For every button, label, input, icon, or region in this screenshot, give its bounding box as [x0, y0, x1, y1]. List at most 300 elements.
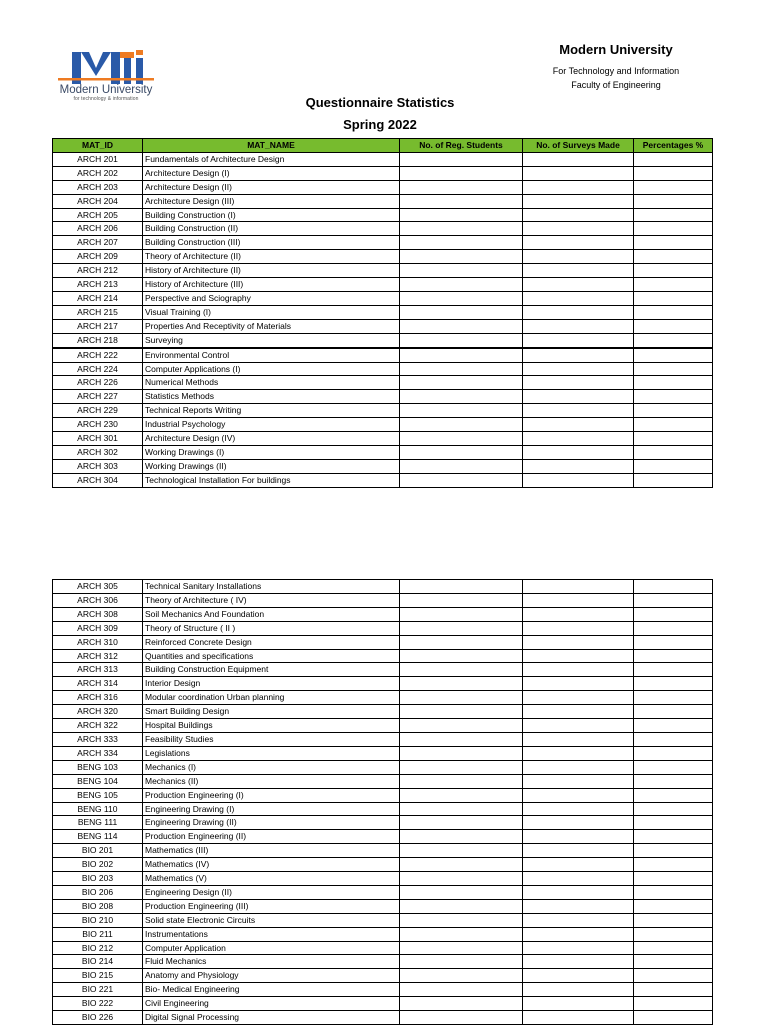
- mat-name-cell: Computer Applications (I): [143, 362, 400, 376]
- table-row: [53, 333, 713, 347]
- mat-id-cell: ARCH 312: [53, 649, 143, 663]
- table-row: [53, 445, 713, 459]
- mat-name-cell: Computer Application: [143, 941, 400, 955]
- percentage-cell: [634, 760, 713, 774]
- reg-students-cell: [400, 459, 523, 473]
- surveys-made-cell: [523, 208, 634, 222]
- mat-name-cell: Architecture Design (II): [143, 180, 400, 194]
- col-percentages: Percentages %: [634, 139, 713, 153]
- surveys-made-cell: [523, 788, 634, 802]
- percentage-cell: [634, 732, 713, 746]
- mat-name-cell: Quantities and specifications: [143, 649, 400, 663]
- surveys-made-cell: [523, 432, 634, 446]
- percentage-cell: [634, 580, 713, 594]
- table-row: [53, 899, 713, 913]
- table-row: [53, 719, 713, 733]
- reg-students-cell: [400, 955, 523, 969]
- mat-id-cell: ARCH 309: [53, 621, 143, 635]
- table-row: [53, 621, 713, 635]
- reg-students-cell: [400, 997, 523, 1011]
- reg-students-cell: [400, 222, 523, 236]
- mat-id-cell: ARCH 301: [53, 432, 143, 446]
- reg-students-cell: [400, 844, 523, 858]
- surveys-made-cell: [523, 969, 634, 983]
- table-row: [53, 607, 713, 621]
- mat-id-cell: BIO 215: [53, 969, 143, 983]
- surveys-made-cell: [523, 291, 634, 305]
- percentage-cell: [634, 264, 713, 278]
- table-row: [53, 997, 713, 1011]
- mat-id-cell: BIO 210: [53, 913, 143, 927]
- mat-name-cell: Architecture Design (IV): [143, 432, 400, 446]
- surveys-made-cell: [523, 166, 634, 180]
- surveys-made-cell: [523, 593, 634, 607]
- percentage-cell: [634, 997, 713, 1011]
- reg-students-cell: [400, 663, 523, 677]
- surveys-made-cell: [523, 459, 634, 473]
- mat-id-cell: ARCH 215: [53, 305, 143, 319]
- mat-id-cell: ARCH 207: [53, 236, 143, 250]
- mat-id-cell: BENG 110: [53, 802, 143, 816]
- mat-id-cell: BIO 203: [53, 872, 143, 886]
- percentage-cell: [634, 236, 713, 250]
- surveys-made-cell: [523, 719, 634, 733]
- mat-id-cell: ARCH 229: [53, 404, 143, 418]
- mat-id-cell: ARCH 320: [53, 705, 143, 719]
- mat-id-cell: ARCH 304: [53, 473, 143, 487]
- table-row: [53, 222, 713, 236]
- mat-name-cell: Mechanics (II): [143, 774, 400, 788]
- percentage-cell: [634, 305, 713, 319]
- mat-name-cell: Mathematics (III): [143, 844, 400, 858]
- table-row: [53, 649, 713, 663]
- surveys-made-cell: [523, 802, 634, 816]
- percentage-cell: [634, 473, 713, 487]
- surveys-made-cell: [523, 885, 634, 899]
- reg-students-cell: [400, 927, 523, 941]
- percentage-cell: [634, 348, 713, 362]
- mat-id-cell: ARCH 308: [53, 607, 143, 621]
- mat-id-cell: ARCH 306: [53, 593, 143, 607]
- table-row: [53, 760, 713, 774]
- university-name: Modern University: [559, 42, 673, 57]
- table-row: [53, 459, 713, 473]
- mat-name-cell: Production Engineering (III): [143, 899, 400, 913]
- mat-id-cell: ARCH 205: [53, 208, 143, 222]
- mat-name-cell: Soil Mechanics And Foundation: [143, 607, 400, 621]
- col-mat-name: MAT_NAME: [143, 139, 400, 153]
- surveys-made-cell: [523, 152, 634, 166]
- mat-id-cell: BIO 222: [53, 997, 143, 1011]
- mat-name-cell: Statistics Methods: [143, 390, 400, 404]
- col-reg-students: No. of Reg. Students: [400, 139, 523, 153]
- mat-id-cell: ARCH 316: [53, 691, 143, 705]
- table-row: [53, 432, 713, 446]
- surveys-made-cell: [523, 746, 634, 760]
- mat-id-cell: ARCH 213: [53, 278, 143, 292]
- reg-students-cell: [400, 194, 523, 208]
- mat-name-cell: Smart Building Design: [143, 705, 400, 719]
- surveys-made-cell: [523, 194, 634, 208]
- table-row: [53, 473, 713, 487]
- mat-id-cell: BENG 105: [53, 788, 143, 802]
- surveys-made-cell: [523, 899, 634, 913]
- surveys-made-cell: [523, 663, 634, 677]
- surveys-made-cell: [523, 760, 634, 774]
- mat-name-cell: Working Drawings (I): [143, 445, 400, 459]
- reg-students-cell: [400, 445, 523, 459]
- mat-name-cell: Modular coordination Urban planning: [143, 691, 400, 705]
- table-row: [53, 746, 713, 760]
- mat-name-cell: Anatomy and Physiology: [143, 969, 400, 983]
- percentage-cell: [634, 291, 713, 305]
- logo-tagline: for technology & information: [73, 96, 139, 102]
- reg-students-cell: [400, 816, 523, 830]
- mat-name-cell: Technical Reports Writing: [143, 404, 400, 418]
- mat-id-cell: ARCH 201: [53, 152, 143, 166]
- mat-name-cell: Digital Signal Processing: [143, 1011, 400, 1025]
- percentage-cell: [634, 418, 713, 432]
- table-row: [53, 955, 713, 969]
- table-row: [53, 404, 713, 418]
- table-row: [53, 691, 713, 705]
- surveys-made-cell: [523, 816, 634, 830]
- mat-id-cell: BIO 214: [53, 955, 143, 969]
- surveys-made-cell: [523, 473, 634, 487]
- table-row: [53, 788, 713, 802]
- surveys-made-cell: [523, 1011, 634, 1025]
- mat-name-cell: Working Drawings (II): [143, 459, 400, 473]
- percentage-cell: [634, 593, 713, 607]
- surveys-made-cell: [523, 418, 634, 432]
- mat-id-cell: ARCH 303: [53, 459, 143, 473]
- surveys-made-cell: [523, 180, 634, 194]
- surveys-made-cell: [523, 348, 634, 362]
- mat-name-cell: Numerical Methods: [143, 376, 400, 390]
- surveys-made-cell: [523, 621, 634, 635]
- table-row: [53, 319, 713, 333]
- surveys-made-cell: [523, 333, 634, 347]
- mat-name-cell: Reinforced Concrete Design: [143, 635, 400, 649]
- mat-id-cell: BIO 208: [53, 899, 143, 913]
- surveys-made-cell: [523, 445, 634, 459]
- percentage-cell: [634, 677, 713, 691]
- table-row: [53, 194, 713, 208]
- percentage-cell: [634, 955, 713, 969]
- reg-students-cell: [400, 635, 523, 649]
- mat-id-cell: ARCH 217: [53, 319, 143, 333]
- reg-students-cell: [400, 1011, 523, 1025]
- reg-students-cell: [400, 760, 523, 774]
- mat-id-cell: ARCH 230: [53, 418, 143, 432]
- surveys-made-cell: [523, 390, 634, 404]
- mat-id-cell: BIO 202: [53, 858, 143, 872]
- percentage-cell: [634, 333, 713, 347]
- mat-name-cell: Mechanics (I): [143, 760, 400, 774]
- percentage-cell: [634, 278, 713, 292]
- reg-students-cell: [400, 362, 523, 376]
- percentage-cell: [634, 663, 713, 677]
- table-row: [53, 774, 713, 788]
- table-row: [53, 291, 713, 305]
- percentage-cell: [634, 459, 713, 473]
- table-row: [53, 236, 713, 250]
- percentage-cell: [634, 899, 713, 913]
- surveys-made-cell: [523, 913, 634, 927]
- percentage-cell: [634, 376, 713, 390]
- mat-name-cell: Mathematics (IV): [143, 858, 400, 872]
- mat-id-cell: ARCH 334: [53, 746, 143, 760]
- reg-students-cell: [400, 152, 523, 166]
- surveys-made-cell: [523, 872, 634, 886]
- percentage-cell: [634, 858, 713, 872]
- mat-id-cell: ARCH 203: [53, 180, 143, 194]
- percentage-cell: [634, 788, 713, 802]
- table-row: [53, 593, 713, 607]
- mat-name-cell: Production Engineering (I): [143, 788, 400, 802]
- mat-name-cell: History of Architecture (III): [143, 278, 400, 292]
- percentage-cell: [634, 152, 713, 166]
- mat-id-cell: ARCH 302: [53, 445, 143, 459]
- mat-id-cell: BIO 212: [53, 941, 143, 955]
- surveys-made-cell: [523, 941, 634, 955]
- percentage-cell: [634, 250, 713, 264]
- surveys-made-cell: [523, 983, 634, 997]
- mat-id-cell: ARCH 224: [53, 362, 143, 376]
- percentage-cell: [634, 194, 713, 208]
- mat-id-cell: ARCH 310: [53, 635, 143, 649]
- table-row: [53, 858, 713, 872]
- mat-id-cell: ARCH 218: [53, 333, 143, 347]
- table-row: [53, 885, 713, 899]
- mat-id-cell: ARCH 222: [53, 348, 143, 362]
- reg-students-cell: [400, 319, 523, 333]
- surveys-made-cell: [523, 844, 634, 858]
- mat-id-cell: BENG 103: [53, 760, 143, 774]
- surveys-made-cell: [523, 858, 634, 872]
- document-title: Questionnaire Statistics: [305, 95, 455, 110]
- reg-students-cell: [400, 376, 523, 390]
- mat-name-cell: Production Engineering (II): [143, 830, 400, 844]
- mat-name-cell: Engineering Design (II): [143, 885, 400, 899]
- mat-id-cell: ARCH 313: [53, 663, 143, 677]
- mat-name-cell: Environmental Control: [143, 348, 400, 362]
- mat-name-cell: Bio- Medical Engineering: [143, 983, 400, 997]
- table-row: [53, 983, 713, 997]
- mat-id-cell: BENG 104: [53, 774, 143, 788]
- mat-name-cell: Engineering Drawing (I): [143, 802, 400, 816]
- mat-name-cell: Building Construction Equipment: [143, 663, 400, 677]
- reg-students-cell: [400, 291, 523, 305]
- percentage-cell: [634, 983, 713, 997]
- mat-name-cell: Perspective and Sciography: [143, 291, 400, 305]
- logo-text: [56, 84, 156, 103]
- reg-students-cell: [400, 802, 523, 816]
- document-term: Spring 2022: [343, 117, 417, 132]
- mat-name-cell: Surveying: [143, 333, 400, 347]
- mat-name-cell: Technological Installation For buildings: [143, 473, 400, 487]
- surveys-made-cell: [523, 955, 634, 969]
- percentage-cell: [634, 319, 713, 333]
- surveys-made-cell: [523, 222, 634, 236]
- surveys-made-cell: [523, 927, 634, 941]
- table-row: [53, 580, 713, 594]
- reg-students-cell: [400, 404, 523, 418]
- percentage-cell: [634, 816, 713, 830]
- percentage-cell: [634, 607, 713, 621]
- surveys-made-cell: [523, 264, 634, 278]
- surveys-made-cell: [523, 580, 634, 594]
- reg-students-cell: [400, 677, 523, 691]
- mat-id-cell: ARCH 227: [53, 390, 143, 404]
- mat-id-cell: BIO 206: [53, 885, 143, 899]
- mat-name-cell: Mathematics (V): [143, 872, 400, 886]
- table-row: [53, 166, 713, 180]
- mat-id-cell: BIO 221: [53, 983, 143, 997]
- mat-id-cell: BIO 226: [53, 1011, 143, 1025]
- reg-students-cell: [400, 732, 523, 746]
- table-row: [53, 180, 713, 194]
- surveys-made-cell: [523, 376, 634, 390]
- percentage-cell: [634, 166, 713, 180]
- surveys-made-cell: [523, 774, 634, 788]
- reg-students-cell: [400, 166, 523, 180]
- reg-students-cell: [400, 236, 523, 250]
- percentage-cell: [634, 941, 713, 955]
- surveys-made-cell: [523, 649, 634, 663]
- table-row: [53, 418, 713, 432]
- table-row: [53, 376, 713, 390]
- mat-id-cell: ARCH 333: [53, 732, 143, 746]
- table-row: [53, 802, 713, 816]
- reg-students-cell: [400, 250, 523, 264]
- surveys-made-cell: [523, 830, 634, 844]
- percentage-cell: [634, 705, 713, 719]
- mat-id-cell: ARCH 214: [53, 291, 143, 305]
- mat-name-cell: Feasibility Studies: [143, 732, 400, 746]
- mat-name-cell: Hospital Buildings: [143, 719, 400, 733]
- reg-students-cell: [400, 746, 523, 760]
- percentage-cell: [634, 830, 713, 844]
- mat-id-cell: ARCH 322: [53, 719, 143, 733]
- reg-students-cell: [400, 278, 523, 292]
- table-row: [53, 969, 713, 983]
- reg-students-cell: [400, 983, 523, 997]
- percentage-cell: [634, 927, 713, 941]
- table-row: [53, 1011, 713, 1025]
- reg-students-cell: [400, 333, 523, 347]
- table-row: [53, 732, 713, 746]
- mat-id-cell: ARCH 202: [53, 166, 143, 180]
- reg-students-cell: [400, 899, 523, 913]
- table-row: [53, 872, 713, 886]
- mat-name-cell: Interior Design: [143, 677, 400, 691]
- mat-name-cell: Industrial Psychology: [143, 418, 400, 432]
- table-row: [53, 677, 713, 691]
- faculty-name: Faculty of Engineering: [571, 80, 661, 90]
- percentage-cell: [634, 208, 713, 222]
- surveys-made-cell: [523, 250, 634, 264]
- mat-id-cell: ARCH 314: [53, 677, 143, 691]
- surveys-made-cell: [523, 319, 634, 333]
- mat-id-cell: ARCH 305: [53, 580, 143, 594]
- reg-students-cell: [400, 593, 523, 607]
- surveys-made-cell: [523, 305, 634, 319]
- reg-students-cell: [400, 473, 523, 487]
- surveys-made-cell: [523, 691, 634, 705]
- mat-name-cell: Properties And Receptivity of Materials: [143, 319, 400, 333]
- mat-name-cell: Legislations: [143, 746, 400, 760]
- percentage-cell: [634, 802, 713, 816]
- statistics-table-2: [52, 579, 713, 1025]
- logo-university-name: Modern University: [59, 84, 153, 96]
- percentage-cell: [634, 621, 713, 635]
- table-row: [53, 305, 713, 319]
- mat-id-cell: BENG 111: [53, 816, 143, 830]
- percentage-cell: [634, 404, 713, 418]
- percentage-cell: [634, 913, 713, 927]
- table-row: [53, 816, 713, 830]
- reg-students-cell: [400, 830, 523, 844]
- reg-students-cell: [400, 941, 523, 955]
- percentage-cell: [634, 885, 713, 899]
- mat-id-cell: BIO 211: [53, 927, 143, 941]
- percentage-cell: [634, 445, 713, 459]
- surveys-made-cell: [523, 236, 634, 250]
- reg-students-cell: [400, 418, 523, 432]
- table-row: [53, 348, 713, 362]
- percentage-cell: [634, 774, 713, 788]
- percentage-cell: [634, 872, 713, 886]
- reg-students-cell: [400, 264, 523, 278]
- mat-id-cell: BENG 114: [53, 830, 143, 844]
- table-row: [53, 152, 713, 166]
- percentage-cell: [634, 969, 713, 983]
- reg-students-cell: [400, 913, 523, 927]
- percentage-cell: [634, 1011, 713, 1025]
- surveys-made-cell: [523, 607, 634, 621]
- reg-students-cell: [400, 180, 523, 194]
- percentage-cell: [634, 222, 713, 236]
- mat-name-cell: Architecture Design (III): [143, 194, 400, 208]
- mat-name-cell: Technical Sanitary Installations: [143, 580, 400, 594]
- table-header-row: [53, 139, 713, 153]
- surveys-made-cell: [523, 732, 634, 746]
- mat-name-cell: Engineering Drawing (II): [143, 816, 400, 830]
- reg-students-cell: [400, 580, 523, 594]
- surveys-made-cell: [523, 705, 634, 719]
- reg-students-cell: [400, 885, 523, 899]
- mat-id-cell: ARCH 209: [53, 250, 143, 264]
- reg-students-cell: [400, 621, 523, 635]
- university-subtitle: For Technology and Information: [552, 66, 680, 76]
- mat-name-cell: Civil Engineering: [143, 997, 400, 1011]
- table-row: [53, 705, 713, 719]
- mat-name-cell: Architecture Design (I): [143, 166, 400, 180]
- reg-students-cell: [400, 872, 523, 886]
- mat-id-cell: ARCH 204: [53, 194, 143, 208]
- table-row: [53, 913, 713, 927]
- reg-students-cell: [400, 305, 523, 319]
- table-row: [53, 362, 713, 376]
- reg-students-cell: [400, 691, 523, 705]
- table-row: [53, 830, 713, 844]
- percentage-cell: [634, 362, 713, 376]
- mat-name-cell: Instrumentations: [143, 927, 400, 941]
- table-row: [53, 278, 713, 292]
- percentage-cell: [634, 649, 713, 663]
- table-row: [53, 264, 713, 278]
